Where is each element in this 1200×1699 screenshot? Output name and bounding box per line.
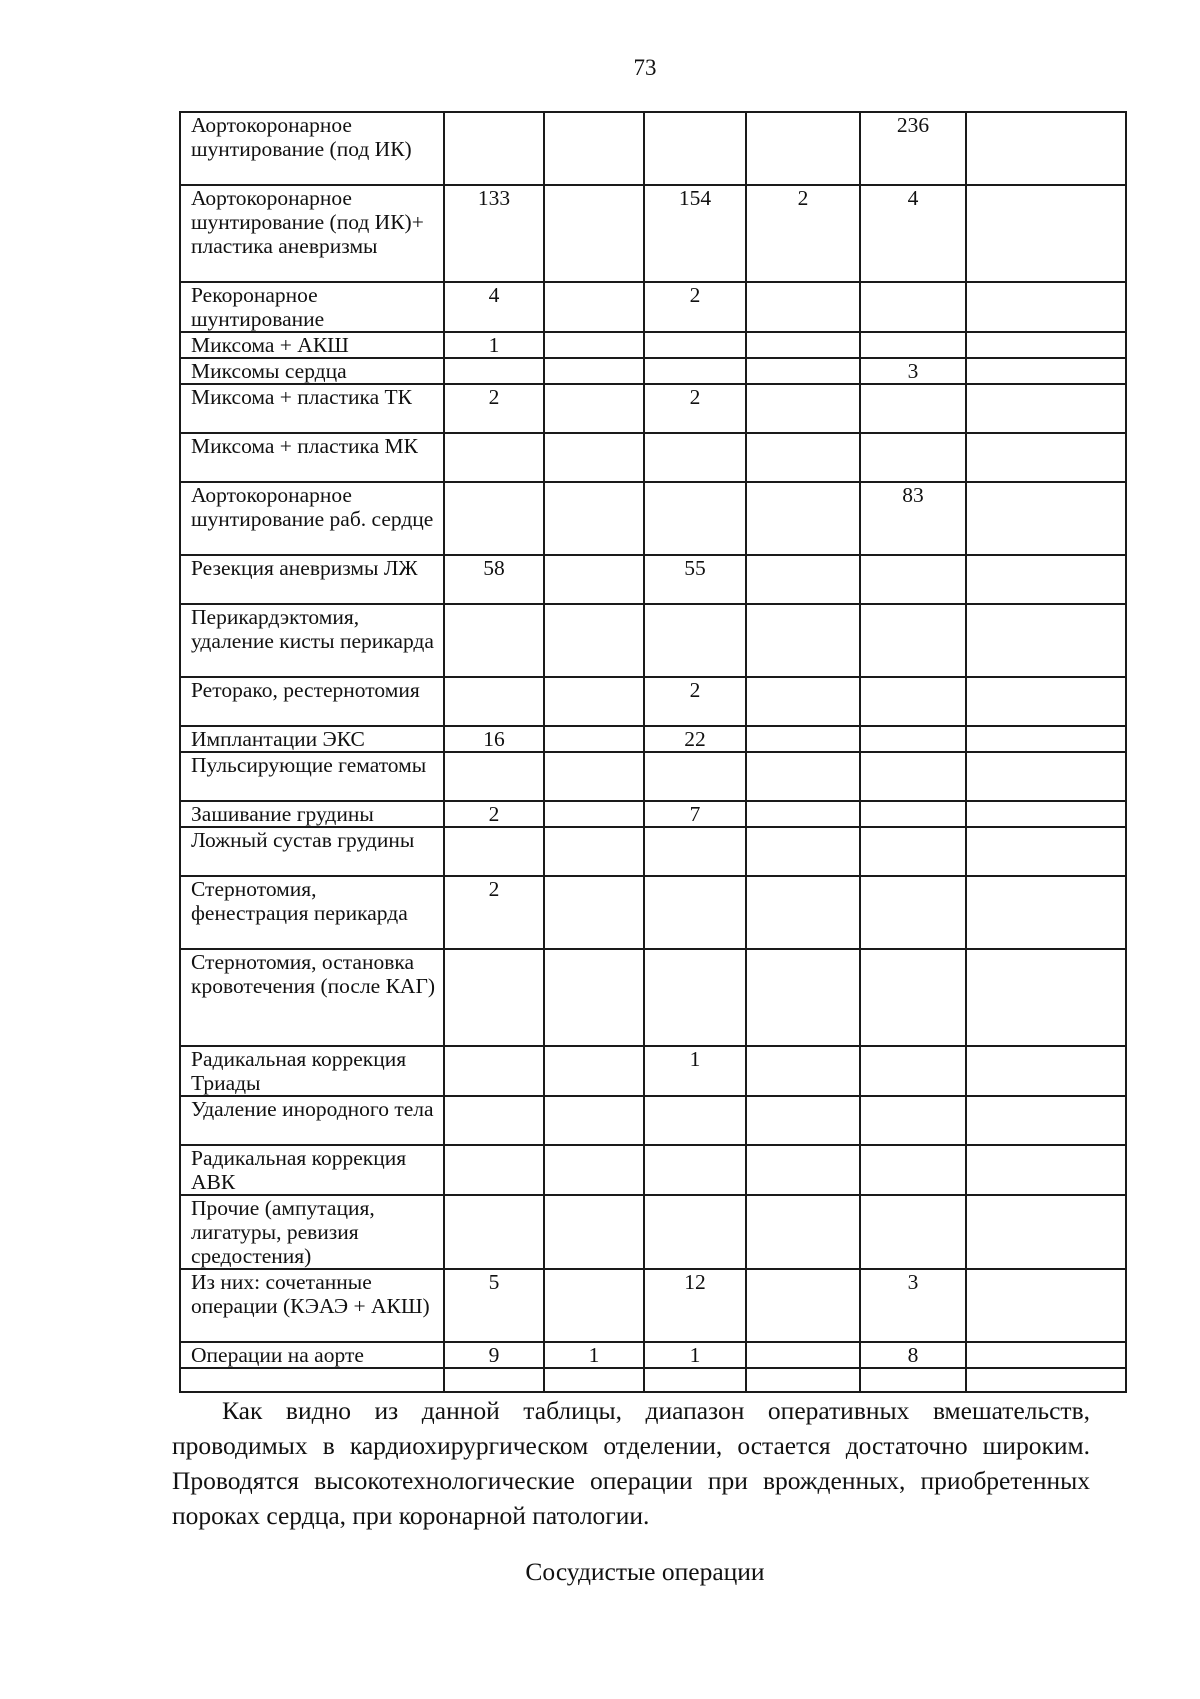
value-cell <box>544 801 644 827</box>
value-cell <box>644 1368 746 1392</box>
value-cell <box>544 433 644 482</box>
value-cell <box>746 1269 860 1342</box>
value-cell: 2 <box>444 801 544 827</box>
value-cell: 16 <box>444 726 544 752</box>
operations-table-body <box>180 112 1126 1392</box>
value-cell <box>966 827 1126 876</box>
operation-name-cell: Резекция аневризмы ЛЖ <box>180 555 444 604</box>
value-cell <box>544 726 644 752</box>
value-cell: 22 <box>644 726 746 752</box>
value-cell <box>746 282 860 332</box>
operation-name-cell <box>180 1368 444 1392</box>
value-cell <box>444 1195 544 1269</box>
value-cell <box>544 752 644 801</box>
value-cell <box>746 1046 860 1096</box>
value-cell <box>444 433 544 482</box>
value-cell <box>544 876 644 949</box>
value-cell <box>860 1145 966 1195</box>
table-row <box>180 358 1126 384</box>
value-cell <box>746 1096 860 1145</box>
value-cell <box>544 949 644 1046</box>
value-cell <box>966 726 1126 752</box>
value-cell <box>746 332 860 358</box>
value-cell <box>746 876 860 949</box>
value-cell <box>746 1145 860 1195</box>
table-row <box>180 1368 1126 1392</box>
value-cell <box>644 604 746 677</box>
value-cell <box>644 949 746 1046</box>
value-cell <box>444 949 544 1046</box>
value-cell <box>860 726 966 752</box>
value-cell: 1 <box>644 1046 746 1096</box>
value-cell: 2 <box>644 282 746 332</box>
value-cell <box>966 282 1126 332</box>
value-cell: 154 <box>644 185 746 282</box>
table-row <box>180 282 1126 332</box>
value-cell: 4 <box>444 282 544 332</box>
value-cell <box>544 384 644 433</box>
value-cell: 1 <box>444 332 544 358</box>
value-cell: 236 <box>860 112 966 185</box>
value-cell: 83 <box>860 482 966 555</box>
value-cell <box>544 112 644 185</box>
value-cell <box>966 1342 1126 1368</box>
value-cell <box>644 876 746 949</box>
value-cell <box>544 604 644 677</box>
value-cell <box>966 433 1126 482</box>
value-cell <box>544 1368 644 1392</box>
value-cell <box>966 112 1126 185</box>
value-cell <box>544 332 644 358</box>
value-cell <box>644 1145 746 1195</box>
table-row <box>180 801 1126 827</box>
table-row <box>180 555 1126 604</box>
value-cell <box>746 1368 860 1392</box>
value-cell: 2 <box>444 384 544 433</box>
operation-name-cell: Аортокоронарное шунтирование раб. сердце <box>180 482 444 555</box>
table-row <box>180 604 1126 677</box>
operation-name-cell: Удаление инородного тела <box>180 1096 444 1145</box>
value-cell <box>860 752 966 801</box>
table-row <box>180 112 1126 185</box>
value-cell <box>860 433 966 482</box>
table-row <box>180 482 1126 555</box>
operation-name-cell: Радикальная коррекция АВК <box>180 1145 444 1195</box>
value-cell <box>746 827 860 876</box>
operation-name-cell: Реторако, рестернотомия <box>180 677 444 726</box>
value-cell <box>746 726 860 752</box>
value-cell <box>444 358 544 384</box>
value-cell <box>860 1368 966 1392</box>
table-row <box>180 1046 1126 1096</box>
table-row <box>180 384 1126 433</box>
table-row <box>180 677 1126 726</box>
value-cell <box>444 677 544 726</box>
table-row <box>180 949 1126 1046</box>
value-cell <box>544 185 644 282</box>
value-cell <box>746 433 860 482</box>
value-cell <box>860 604 966 677</box>
table-row <box>180 876 1126 949</box>
value-cell: 1 <box>544 1342 644 1368</box>
value-cell <box>860 1096 966 1145</box>
value-cell: 4 <box>860 185 966 282</box>
table-row <box>180 1342 1126 1368</box>
value-cell <box>746 677 860 726</box>
value-cell: 2 <box>644 677 746 726</box>
value-cell <box>860 1046 966 1096</box>
value-cell <box>544 482 644 555</box>
value-cell <box>644 358 746 384</box>
value-cell: 9 <box>444 1342 544 1368</box>
value-cell <box>544 827 644 876</box>
value-cell <box>966 677 1126 726</box>
operation-name-cell: Аортокоронарное шунтирование (под ИК) <box>180 112 444 185</box>
value-cell <box>966 801 1126 827</box>
table-row <box>180 1145 1126 1195</box>
value-cell: 3 <box>860 1269 966 1342</box>
value-cell <box>444 112 544 185</box>
value-cell: 58 <box>444 555 544 604</box>
value-cell <box>444 1368 544 1392</box>
value-cell <box>860 827 966 876</box>
value-cell <box>544 1096 644 1145</box>
value-cell <box>860 555 966 604</box>
value-cell <box>966 1269 1126 1342</box>
value-cell <box>544 555 644 604</box>
operation-name-cell: Стернотомия, фенестрация перикарда <box>180 876 444 949</box>
value-cell <box>746 384 860 433</box>
value-cell <box>644 752 746 801</box>
value-cell <box>644 482 746 555</box>
operation-name-cell: Пульсирующие гематомы <box>180 752 444 801</box>
value-cell: 1 <box>644 1342 746 1368</box>
value-cell <box>544 677 644 726</box>
table-row <box>180 752 1126 801</box>
value-cell <box>860 332 966 358</box>
value-cell <box>444 827 544 876</box>
value-cell <box>966 358 1126 384</box>
value-cell: 3 <box>860 358 966 384</box>
value-cell <box>444 1096 544 1145</box>
value-cell <box>644 433 746 482</box>
value-cell <box>544 282 644 332</box>
page-number: 73 <box>633 55 657 80</box>
value-cell <box>966 1368 1126 1392</box>
value-cell <box>746 112 860 185</box>
operation-name-cell: Зашивание грудины <box>180 801 444 827</box>
operation-name-cell: Ложный сустав грудины <box>180 827 444 876</box>
value-cell <box>860 677 966 726</box>
operation-name-cell: Аортокоронарное шунтирование (под ИК)+ пластика аневризмы <box>180 185 444 282</box>
body-paragraph: Как видно из данной таблицы, диапазон оперативных вмешательств, проводимых в кардиохирургическом отделении, остается достаточно широким. Проводятся высокотехнологические операции при врожденных, приобретенных пороках сердца, при коронарной патологии. <box>172 1396 1090 1530</box>
operation-name-cell: Рекоронарное шунтирование <box>180 282 444 332</box>
value-cell <box>966 1096 1126 1145</box>
value-cell <box>966 949 1126 1046</box>
operation-name-cell: Имплантации ЭКС <box>180 726 444 752</box>
value-cell: 8 <box>860 1342 966 1368</box>
value-cell: 55 <box>644 555 746 604</box>
value-cell <box>544 358 644 384</box>
value-cell: 7 <box>644 801 746 827</box>
section-title: Сосудистые операции <box>525 1557 765 1586</box>
value-cell: 133 <box>444 185 544 282</box>
value-cell <box>644 112 746 185</box>
value-cell <box>444 482 544 555</box>
operation-name-cell: Радикальная коррекция Триады <box>180 1046 444 1096</box>
value-cell <box>860 876 966 949</box>
value-cell <box>444 604 544 677</box>
value-cell <box>444 752 544 801</box>
value-cell <box>644 332 746 358</box>
value-cell <box>746 801 860 827</box>
value-cell <box>966 1195 1126 1269</box>
table-row <box>180 726 1126 752</box>
value-cell <box>860 1195 966 1269</box>
value-cell <box>544 1269 644 1342</box>
value-cell <box>966 185 1126 282</box>
value-cell <box>860 282 966 332</box>
value-cell <box>746 482 860 555</box>
table-row <box>180 433 1126 482</box>
value-cell: 2 <box>644 384 746 433</box>
value-cell <box>444 1046 544 1096</box>
operation-name-cell: Миксомы сердца <box>180 358 444 384</box>
table-row <box>180 185 1126 282</box>
value-cell <box>966 604 1126 677</box>
operations-table <box>179 111 1127 1393</box>
table-row <box>180 1269 1126 1342</box>
value-cell <box>644 827 746 876</box>
operation-name-cell: Миксома + пластика МК <box>180 433 444 482</box>
value-cell <box>966 482 1126 555</box>
value-cell <box>966 876 1126 949</box>
value-cell <box>966 555 1126 604</box>
value-cell <box>966 332 1126 358</box>
value-cell <box>860 949 966 1046</box>
operation-name-cell: Миксома + пластика ТК <box>180 384 444 433</box>
value-cell <box>746 604 860 677</box>
value-cell <box>746 1195 860 1269</box>
value-cell <box>746 555 860 604</box>
value-cell <box>644 1195 746 1269</box>
table-row <box>180 332 1126 358</box>
table-row <box>180 1096 1126 1145</box>
operation-name-cell: Миксома + АКШ <box>180 332 444 358</box>
value-cell <box>444 1145 544 1195</box>
value-cell <box>860 801 966 827</box>
value-cell <box>544 1046 644 1096</box>
value-cell: 2 <box>746 185 860 282</box>
value-cell <box>544 1195 644 1269</box>
value-cell <box>966 384 1126 433</box>
value-cell <box>860 384 966 433</box>
operation-name-cell: Перикардэктомия, удаление кисты перикарда <box>180 604 444 677</box>
table-row <box>180 827 1126 876</box>
operation-name-cell: Из них: сочетанные операции (КЭАЭ + АКШ) <box>180 1269 444 1342</box>
value-cell <box>966 1145 1126 1195</box>
value-cell <box>746 752 860 801</box>
operation-name-cell: Стернотомия, остановка кровотечения (после КАГ) <box>180 949 444 1046</box>
operation-name-cell: Операции на аорте <box>180 1342 444 1368</box>
value-cell <box>746 358 860 384</box>
value-cell <box>966 752 1126 801</box>
value-cell <box>746 949 860 1046</box>
value-cell <box>746 1342 860 1368</box>
value-cell <box>644 1096 746 1145</box>
value-cell: 12 <box>644 1269 746 1342</box>
value-cell: 5 <box>444 1269 544 1342</box>
value-cell <box>966 1046 1126 1096</box>
operation-name-cell: Прочие (ампутация, лигатуры, ревизия средостения) <box>180 1195 444 1269</box>
table-row <box>180 1195 1126 1269</box>
value-cell: 2 <box>444 876 544 949</box>
value-cell <box>544 1145 644 1195</box>
